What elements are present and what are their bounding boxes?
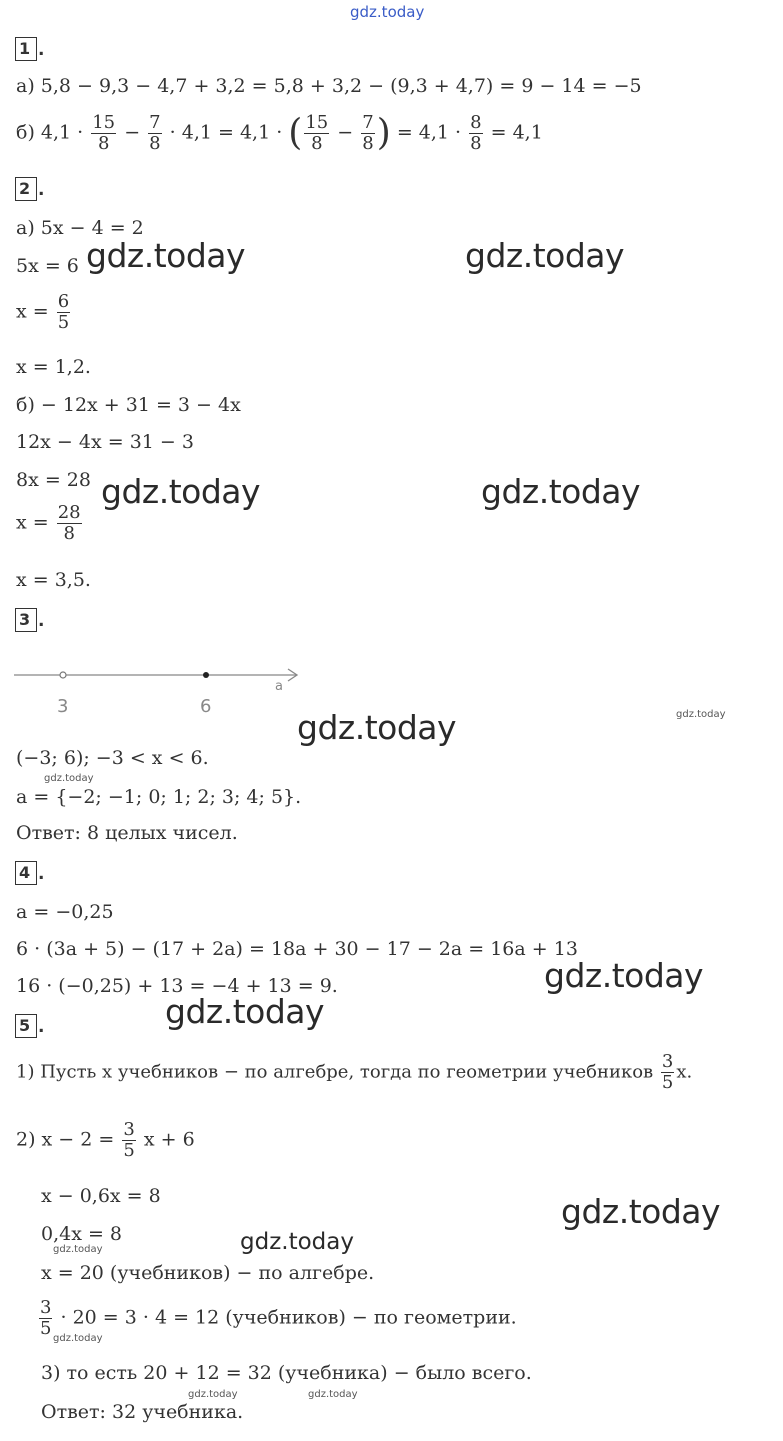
number-line bbox=[10, 662, 310, 692]
task1-b-end: = 4,1 bbox=[490, 121, 543, 144]
watermark: gdz.today bbox=[86, 236, 246, 275]
task-number-dot: . bbox=[38, 864, 45, 884]
watermark-top: gdz.today bbox=[350, 3, 425, 21]
task1-b-prefix: б) 4,1 · bbox=[16, 121, 84, 144]
fraction: $\frac{3}{5}$ bbox=[123, 1119, 135, 1161]
task5-line-2: 2) x − 2 = $\frac{3}{5}$ x + 6 bbox=[16, 1119, 195, 1161]
task-number-4: 4 bbox=[15, 861, 37, 885]
watermark-small: gdz.today bbox=[676, 709, 726, 720]
tick-label: 3 bbox=[57, 696, 69, 717]
task1-line-b: б) 4,1 · $\frac{15}{8}$ − $\frac{7}{8}$ · 4,1 = 4,1 · ( $\frac{15}{8}$ − $\frac{7}{8}$ ) = 4,1 · $\frac{8}{8}$ = 4,1 bbox=[16, 112, 543, 154]
watermark: gdz.today bbox=[561, 1192, 721, 1231]
open-point bbox=[60, 672, 66, 678]
task3-line-1: (−3; 6); −3 < x < 6. bbox=[16, 747, 209, 769]
task-number-dot: . bbox=[38, 40, 45, 60]
task-number-3: 3 bbox=[15, 608, 37, 632]
watermark: gdz.today bbox=[465, 236, 625, 275]
watermark-small: gdz.today bbox=[44, 773, 94, 784]
task5-line-7: 3) то есть 20 + 12 = 32 (учебника) − было всего. bbox=[41, 1362, 532, 1384]
fraction: $\frac{3}{5}$ bbox=[661, 1051, 674, 1093]
task4-line-3: 16 · (−0,25) + 13 = −4 + 13 = 9. bbox=[16, 975, 338, 997]
task2-line-9: x = 3,5. bbox=[16, 569, 91, 591]
axis-label: a bbox=[275, 679, 283, 694]
fraction: $\frac{15}{8}$ bbox=[92, 112, 116, 154]
task1-line-a: а) 5,8 − 9,3 − 4,7 + 3,2 = 5,8 + 3,2 − (9,3 + 4,7) = 9 − 14 = −5 bbox=[16, 75, 642, 97]
fraction: $\frac{6}{5}$ bbox=[57, 291, 70, 333]
watermark: gdz.today bbox=[101, 472, 261, 511]
watermark: gdz.today bbox=[297, 708, 457, 747]
task5-line-5: x = 20 (учебников) − по алгебре. bbox=[41, 1262, 375, 1284]
fraction: $\frac{28}{8}$ bbox=[57, 502, 81, 544]
task4-line-1: a = −0,25 bbox=[16, 901, 114, 923]
task2-line-3: x = $\frac{6}{5}$ bbox=[16, 291, 70, 333]
task2-line-6: 12x − 4x = 31 − 3 bbox=[16, 431, 194, 453]
watermark-small: gdz.today bbox=[188, 1389, 238, 1400]
task2-line-1: а) 5x − 4 = 2 bbox=[16, 217, 144, 239]
task-number-5: 5 bbox=[15, 1014, 37, 1038]
fraction: $\frac{3}{5}$ bbox=[40, 1297, 52, 1339]
task-number-dot: . bbox=[38, 180, 45, 200]
task-number-dot: . bbox=[38, 611, 45, 631]
task-number-2: 2 bbox=[15, 177, 37, 201]
watermark-small: gdz.today bbox=[308, 1389, 358, 1400]
fraction: $\frac{7}{8}$ bbox=[362, 112, 374, 154]
task2-line-5: б) − 12x + 31 = 3 − 4x bbox=[16, 394, 241, 416]
task5-line-4: 0,4x = 8 bbox=[41, 1223, 123, 1245]
closed-point bbox=[203, 672, 209, 678]
tick-label: 6 bbox=[200, 696, 212, 717]
task2-line-2: 5x = 6 bbox=[16, 255, 79, 277]
task5-line-3: x − 0,6x = 8 bbox=[41, 1185, 161, 1207]
task4-line-2: 6 · (3a + 5) − (17 + 2a) = 18a + 30 − 17 − 2a = 16a + 13 bbox=[16, 938, 578, 960]
watermark-small: gdz.today bbox=[53, 1244, 103, 1255]
task5-line-8: Ответ: 32 учебника. bbox=[41, 1401, 244, 1423]
task-number-1: 1 bbox=[15, 37, 37, 61]
watermark: gdz.today bbox=[165, 992, 325, 1031]
watermark: gdz.today bbox=[481, 472, 641, 511]
task1-b-eq: = 4,1 · bbox=[396, 121, 462, 144]
watermark-small: gdz.today bbox=[53, 1333, 103, 1344]
task5-line-1: 1) Пусть x учебников − по алгебре, тогда по геометрии учебников $\frac{3}{5}$ x. bbox=[16, 1051, 693, 1093]
fraction: $\frac{7}{8}$ bbox=[149, 112, 161, 154]
watermark: gdz.today bbox=[544, 956, 704, 995]
task2-line-8: x = $\frac{28}{8}$ bbox=[16, 502, 81, 544]
fraction: $\frac{8}{8}$ bbox=[470, 112, 482, 154]
task5-line-6: $\frac{3}{5}$ · 20 = 3 · 4 = 12 (учебников) − по геометрии. bbox=[40, 1297, 517, 1339]
task2-line-4: x = 1,2. bbox=[16, 356, 91, 378]
task1-b-mid: · 4,1 = 4,1 · bbox=[169, 121, 283, 144]
task3-line-2: a = {−2; −1; 0; 1; 2; 3; 4; 5}. bbox=[16, 786, 302, 808]
watermark: gdz.today bbox=[240, 1229, 354, 1255]
task-number-dot: . bbox=[38, 1017, 45, 1037]
task2-line-7: 8x = 28 bbox=[16, 469, 91, 491]
fraction: $\frac{15}{8}$ bbox=[305, 112, 329, 154]
task3-line-3: Ответ: 8 целых чисел. bbox=[16, 822, 238, 844]
